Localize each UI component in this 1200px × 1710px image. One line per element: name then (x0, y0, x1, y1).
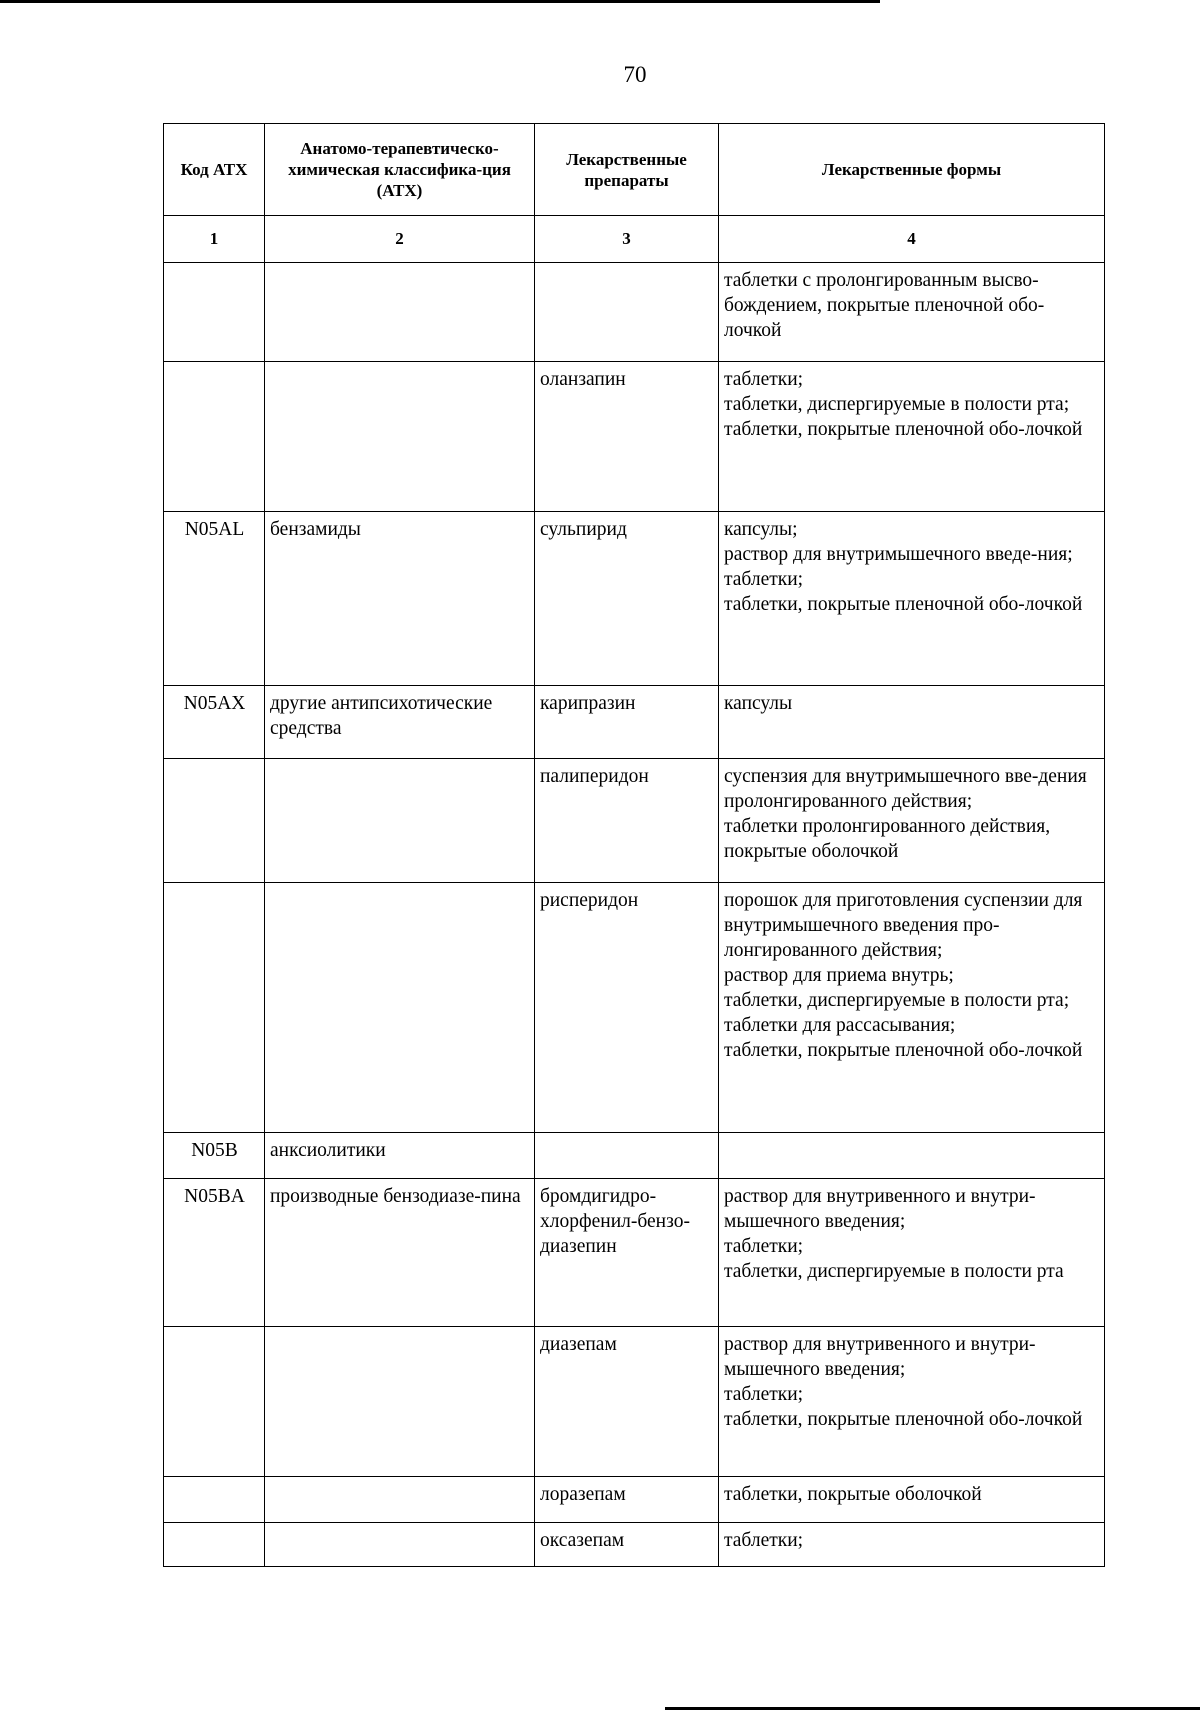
atx-drug-table (163, 123, 1105, 1567)
column-number-row (164, 216, 1105, 263)
drug-name-cell: палиперидон (535, 759, 719, 883)
drug-name-cell: бромдигидро-хлорфенил-бензо-диазепин (535, 1179, 719, 1327)
column-number: 2 (265, 216, 535, 263)
table-row (164, 686, 1105, 759)
atx-code-cell (164, 883, 265, 1133)
atx-code-cell (164, 1477, 265, 1523)
table-row (164, 362, 1105, 512)
table-row (164, 1477, 1105, 1523)
atx-code-cell: N05BA (164, 1179, 265, 1327)
drug-name-cell: оксазепам (535, 1523, 719, 1567)
table-row (164, 512, 1105, 686)
drug-name-cell (535, 1133, 719, 1179)
atx-classification-cell: другие антипсихотические средства (265, 686, 535, 759)
atx-code-cell: N05AX (164, 686, 265, 759)
table-row (164, 1523, 1105, 1567)
header-forms: Лекарственные формы (719, 124, 1105, 216)
header-drugs: Лекарственные препараты (535, 124, 719, 216)
drug-name-cell: лоразепам (535, 1477, 719, 1523)
atx-code-cell (164, 1327, 265, 1477)
dosage-forms-cell: таблетки; (719, 1523, 1105, 1567)
drug-name-cell: сульпирид (535, 512, 719, 686)
column-number: 1 (164, 216, 265, 263)
drug-name-cell (535, 263, 719, 362)
dosage-forms-cell: порошок для приготовления суспензии для внутримышечного введения про-лонгированного действия; раствор для приема внутрь; таблетки, диспергируемые в полости рта; таблетки для рассасывания; таблетки, покрытые пленочной обо-лочкой (719, 883, 1105, 1133)
dosage-forms-cell: раствор для внутривенного и внутри-мышечного введения; таблетки; таблетки, диспергируемые в полости рта (719, 1179, 1105, 1327)
table-row (164, 759, 1105, 883)
atx-classification-cell: производные бензодиазе-пина (265, 1179, 535, 1327)
dosage-forms-cell: суспензия для внутримышечного вве-дения пролонгированного действия; таблетки пролонгированного действия, покрытые оболочкой (719, 759, 1105, 883)
dosage-forms-cell: раствор для внутривенного и внутри-мышечного введения; таблетки; таблетки, покрытые пленочной обо-лочкой (719, 1327, 1105, 1477)
atx-classification-cell (265, 883, 535, 1133)
page-number: 70 (623, 62, 647, 87)
atx-classification-cell: анксиолитики (265, 1133, 535, 1179)
header-classification: Анатомо-терапевтическо-химическая классифика-ция (АТХ) (265, 124, 535, 216)
atx-classification-cell (265, 1477, 535, 1523)
table-body (164, 263, 1105, 1567)
atx-code-cell (164, 759, 265, 883)
atx-classification-cell: бензамиды (265, 512, 535, 686)
dosage-forms-cell: таблетки; таблетки, диспергируемые в полости рта; таблетки, покрытые пленочной обо-лочкой (719, 362, 1105, 512)
top-border-line (0, 0, 880, 3)
table-row (164, 1327, 1105, 1477)
atx-code-cell: N05AL (164, 512, 265, 686)
table-row (164, 883, 1105, 1133)
atx-classification-cell (265, 263, 535, 362)
dosage-forms-cell: капсулы; раствор для внутримышечного введе-ния; таблетки; таблетки, покрытые пленочной обо-лочкой (719, 512, 1105, 686)
atx-code-cell (164, 362, 265, 512)
column-number: 4 (719, 216, 1105, 263)
dosage-forms-cell: таблетки, покрытые оболочкой (719, 1477, 1105, 1523)
column-number: 3 (535, 216, 719, 263)
atx-classification-cell (265, 1523, 535, 1567)
drug-name-cell: рисперидон (535, 883, 719, 1133)
table-row (164, 1133, 1105, 1179)
atx-classification-cell (265, 759, 535, 883)
table-row (164, 263, 1105, 362)
atx-code-cell (164, 263, 265, 362)
dosage-forms-cell: капсулы (719, 686, 1105, 759)
atx-classification-cell (265, 362, 535, 512)
drug-name-cell: оланзапин (535, 362, 719, 512)
atx-classification-cell (265, 1327, 535, 1477)
atx-code-cell (164, 1523, 265, 1567)
atx-code-cell: N05B (164, 1133, 265, 1179)
drug-name-cell: карипразин (535, 686, 719, 759)
dosage-forms-cell: таблетки с пролонгированным высво-бождением, покрытые пленочной обо-лочкой (719, 263, 1105, 362)
table-row (164, 1179, 1105, 1327)
header-row (164, 124, 1105, 216)
header-code: Код АТХ (164, 124, 265, 216)
dosage-forms-cell (719, 1133, 1105, 1179)
drug-name-cell: диазепам (535, 1327, 719, 1477)
